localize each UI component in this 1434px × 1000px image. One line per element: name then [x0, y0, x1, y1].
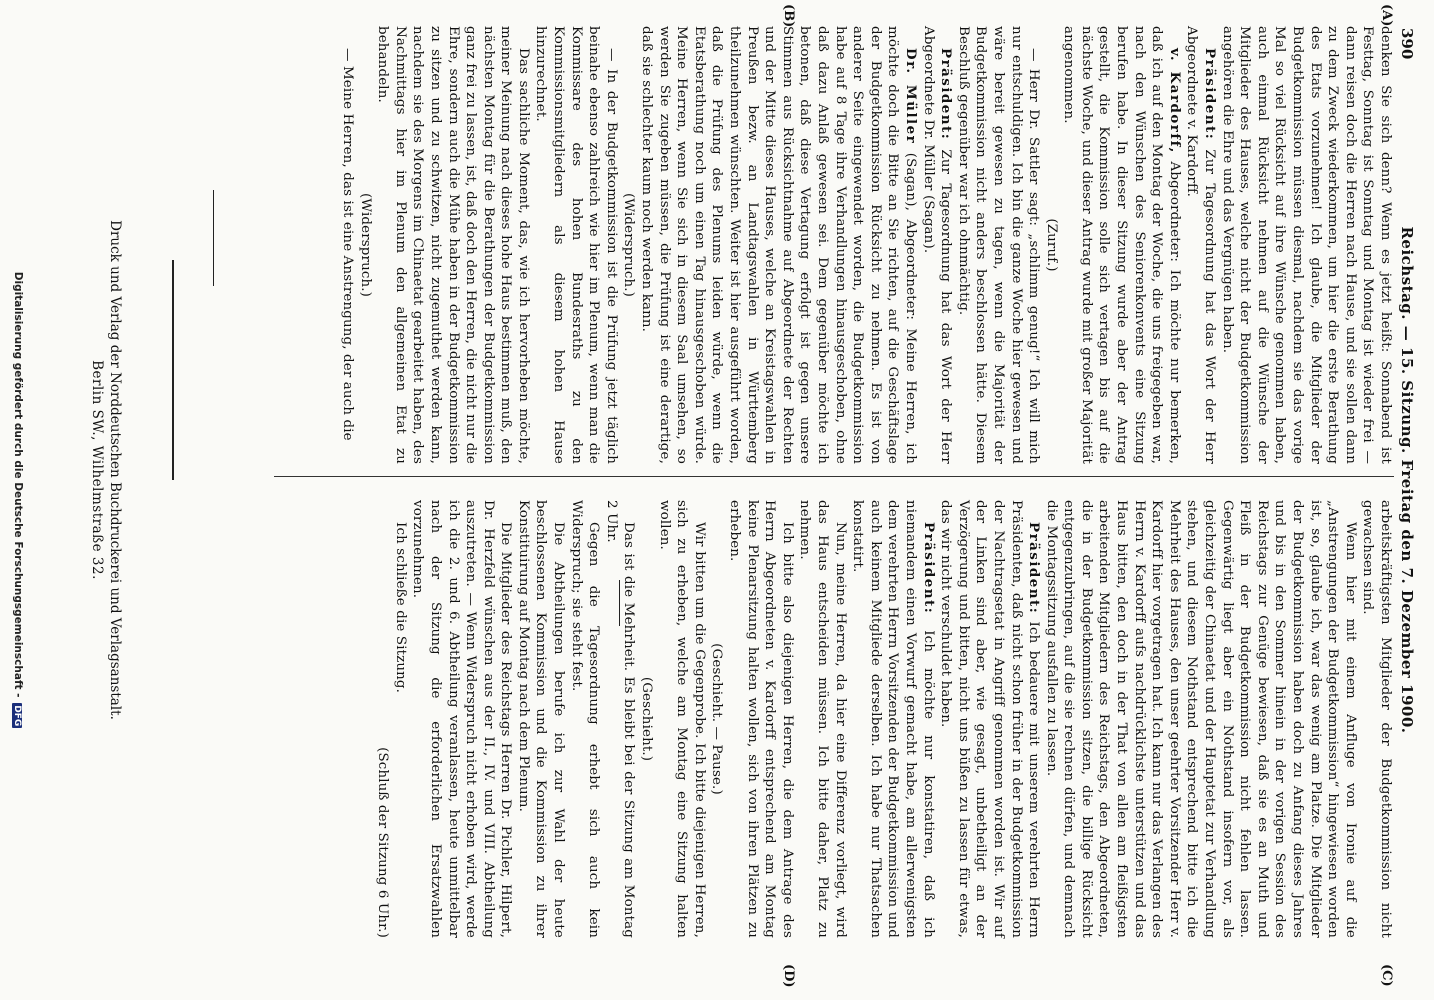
margin-mark-c: (C) [1379, 964, 1394, 987]
left-column [338, 26, 1394, 464]
right-paragraph [849, 500, 937, 938]
paragraph-text: Nun, meine Herren, da hier eine Differenz vorliegt, wird das Haus entscheiden müssen. Ich bitte daher, Platz zu nehmen. [797, 500, 848, 938]
right-paragraph [567, 500, 602, 938]
right-paragraph [708, 500, 726, 938]
paragraph-text: Zur Tagesordnung hat das Wort der Herr Abgeordnete v. Kardorff. [1184, 26, 1218, 464]
left-paragraph [1042, 26, 1060, 464]
left-paragraph [1218, 26, 1394, 464]
right-paragraph [409, 500, 515, 938]
paragraph-text: Das sachliche Moment, das, wie ich hervorheben möchte, meiner Meinung nach dieses hohe Haus bestimmen muß, den nächsten Montag für die Berathungen der Budgetkommission ganz frei zu lassen, ist, daß doch den Herren, die nicht nur die Ehre, sondern auch die Mühe haben in der Budgetkommission zu sitzen und zu schwitzen, nicht zugemuthet werden kann, nachdem sie des Morgens im Chinaetat gearbeitet haben, des Nachmittags hier im Plenum den allgemeinen Etat zu behandeln. [375, 26, 531, 464]
paragraph-text: (Widerspruch.) [357, 192, 373, 298]
paragraph-text: Ich bitte also diejenigen Herren, die dem Antrage des Herrn Abgeordneten v. Kardorff entsprechend am Montag keine Plenarsitzung halten wollen, sich von ihren Plätzen zu erheben. [727, 500, 795, 938]
paragraph-text: Das ist die Mehrheit. Es bleibt bei der Sitzung am Montag 2 Uhr. [603, 500, 637, 938]
right-paragraph [796, 500, 849, 938]
paragraph-text: arbeitskräftigsten Mitglieder der Budgetkommission nicht gewachsen sind. [1360, 500, 1393, 938]
margin-mark-d: (D) [781, 964, 796, 988]
page-title: Reichstag. — 15. Sitzung. Freitag den 7. Dezember 1900. [1398, 226, 1416, 734]
imprint-line-2: Berlin SW., Wilhelmstraße 32. [89, 360, 105, 580]
paragraph-text: Ich bedauere mit unserem verehrten Herrn Präsidenten, daß nicht schon früher in der Budgetkommission der Nachtragsetat in Angriff genommen worden ist. Wir auf der Linken sind aber, wie gesagt, unbetheiligt an der Verzögerung und bitten, nicht uns büßen zu lassen für etwas, das wir nicht verschuldet haben. [938, 500, 1042, 938]
speaker-name: Dr. Müller [902, 48, 919, 145]
left-paragraph [338, 26, 356, 464]
right-paragraph [1359, 500, 1394, 938]
page-number: 390 [1398, 28, 1416, 60]
credit-text: Digitalisierung gefördert durch die Deutsche Forschungsgemeinschaft - [12, 271, 24, 698]
right-column [374, 500, 1394, 938]
left-paragraph [620, 26, 638, 464]
left-paragraph [637, 26, 919, 464]
imprint [88, 0, 124, 940]
right-paragraph [602, 500, 637, 938]
paragraph-text: Gegen die Tagesordnung erhebt sich auch kein Widerspruch; sie steht fest. [568, 500, 602, 938]
paragraph-text: (Geschieht.) [639, 676, 655, 762]
paragraph-text: Wir bitten um die Gegenprobe. Ich bitte diejenigen Herren, sich zu erheben, welche am Montag eine Sitzung halten wollen. [656, 500, 707, 938]
paragraph-text: Die Abtheilungen berufe ich zur Wahl der heute beschlossenen Kommission und die Kommission zu ihrer Konstituirung auf Montag nach dem Plenum. [515, 500, 567, 938]
speaker-name: v. Kardorff, [1166, 48, 1183, 154]
speaker-name: Präsident: [938, 48, 955, 141]
margin-mark-a: (A) [1379, 4, 1394, 27]
right-paragraph [374, 500, 392, 938]
imprint-line-1: Druck und Verlag der Norddeutschen Buchdruckerei und Verlagsanstalt. [107, 220, 123, 720]
paragraph-text: Zur Tagesordnung hat das Wort der Herr Abgeordnete Dr. Müller (Sagan). [920, 26, 954, 464]
right-paragraph [637, 500, 655, 938]
right-paragraph [1042, 500, 1359, 938]
left-paragraph [532, 26, 620, 464]
column-divider [274, 476, 1394, 477]
section-end-rule-left [213, 190, 214, 286]
digitization-credit [12, 10, 24, 990]
paragraph-text: — Herr Dr. Sattler sagt: „schlimm genug!“ Ich will mich nur entschuldigen. Ich bin die ganze Woche hier gewesen und wäre bereit gewesen zu tagen, wenn die Majorität der Budgetkommission nicht anders beschlossen hätte. Diesem Beschluß gegenüber war ich ohnmächtig. [955, 26, 1042, 464]
paragraph-text: Die Mitglieder des Reichstags Herren Dr. Pichler, Hilpert, Dr. Herzfeld wünschen aus der II., IV. und VIII. Abtheilung auszutreten. — Wenn Widerspruch nicht erhoben wird, werde ich die 2. und 6. Abtheilung veranlassen, heute unmittelbar nach der Sitzung die erforderlichen Ersatzwahlen vorzunehmen. [410, 500, 514, 938]
paragraph-text: denken Sie sich denn? Wenn es jetzt heißt: Sonnabend ist Festtag, Sonntag ist Sonntag und Montag ist wieder frei — dann reisen doch die Herren nach Hause, und sie sollen dann zu dem Zweck wiederkommen, um hier die erste Berathung des Etats vorzunehmen! Ich glaube, die Mitglieder der Budgetkommission müssen diesmal, nachdem sie das vorige Mal so viel Rücksicht auf ihre Wünsche genommen haben, auch einmal Rücksicht nehmen auf die Wünsche der Mitglieder des Hauses, welche nicht der Budgetkommission angehören die Ehre und das Vergnügen haben. [1219, 26, 1393, 464]
left-paragraph [1060, 26, 1183, 464]
paragraph-text: Ich schließe die Sitzung. [392, 522, 408, 694]
speaker-name: Präsident: [920, 522, 937, 615]
left-paragraph [954, 26, 1042, 464]
imprint-rule [172, 260, 174, 480]
speaker-name: Präsident: [1026, 522, 1043, 615]
margin-mark-b: (B) [781, 4, 796, 28]
speaker-name: Präsident: [1202, 48, 1219, 141]
section-end-rule-right [619, 580, 620, 626]
paragraph-text: Abgeordneter: Ich möchte nur bemerken, daß ich auf den Montag der Woche, die uns freigegeben war, nach den Wünschen des Seniorenkonvents eine Sitzung berufen habe. In dieser Sitzung wurde aber der Antrag gestellt, die Kommission solle sich vertagen bis auf die nächste Woche, und dieser Antrag wurde mit großer Majorität angenommen. [1061, 26, 1182, 464]
right-paragraph [937, 500, 1043, 938]
page-header [1394, 20, 1416, 940]
paragraph-text: — Meine Herren, das ist eine Anstrengung, der auch die [339, 48, 355, 441]
right-paragraph [514, 500, 567, 938]
right-paragraph [725, 500, 795, 938]
left-paragraph [356, 26, 374, 464]
left-paragraph [374, 26, 532, 464]
paragraph-text: Ich möchte nur konstatiren, daß ich niemandem einen Vorwurf gemacht habe, am allerwenigsten dem verehrten Herrn Vorsitzenden der Budgetkommission und auch keinem Mitgliede derselben. Ich habe nur Thatsachen konstatirt. [850, 500, 936, 938]
right-paragraph [655, 500, 708, 938]
right-paragraph [391, 500, 409, 938]
left-paragraph [1183, 26, 1218, 464]
paragraph-text: (Widerspruch.) [621, 192, 637, 298]
paragraph-text: (Schluß der Sitzung 6 Uhr.) [375, 747, 391, 938]
paragraph-text: (Geschieht. — Pause.) [709, 643, 725, 795]
dfg-logo: DFG [12, 705, 22, 727]
left-paragraph [919, 26, 954, 464]
paragraph-text: (Sagan), Abgeordneter: Meine Herren, ich möchte doch die Bitte an Sie richten, auf die Geschäftslage der Budgetkommission Rücksicht zu nehmen. Es ist von anderer Seite eingewendet worden, die Budgetkommission habe auf 8 Tage ihre Verhandlungen hinausgeschoben, ohne daß dazu Anlaß gewesen sei. Dem gegenüber möchte ich betonen, daß diese Vertagung erfolgt ist gegen unsere Stimmen aus Rücksichtnahme auf Abgeordnete der Rechten und der Mitte dieses Hauses, welche an Kreistagswahlen in Preußen bezw. an Landtagswahlen in Württemberg theilzunehmen wünschten. Weiter ist hier ausgeführt worden, daß die Prüfung des Plenums leiden würde, wenn die Etatsberathung noch um einen Tag hinausgeschoben würde. Meine Herren, wenn Sie sich in diesem Saal umsehen, so werden Sie zugeben müssen, die Prüfung ist eine derartige, daß sie schlechter kaum noch werden kann. [639, 26, 918, 464]
paragraph-text: (Zuruf.) [1043, 218, 1059, 272]
paragraph-text: Wenn hier mit einem Anfluge von Ironie auf die „Anstrengungen der Budgetkommission“ hingewiesen worden ist, so, glaube ich, war das wenig am Platze. Die Mitglieder der Budgetkommission haben doch zu Anfang dieses Jahres und bis in den Sommer hinein in der vorigen Session des Reichstags zur Genüge bewiesen, daß sie es an Muth und Fleiß in der Budgetkommission nicht fehlen lassen. Gegenwärtig liegt aber ein Nothstand insofern vor, als gleichzeitig der Chinaetat und der Hauptetat zur Verhandlung stehen, und diesem Nothstand entsprechend bitte ich die Mehrheit des Hauses, den unser geehrter Vorsitzender Herr v. Kardorff hier vorgetragen hat. Ich kann nur das Verlangen des Herrn v. Kardorff aufs nachdrücklichste unterstützen und das Haus bitten, den doch in der That von allen am fleißigsten arbeitenden Mitgliedern des Reichstags, den Abgeordneten, die in der Budgetkommission sitzen, die billige Rücksicht entgegenzubringen, auf die sie rechnen dürfen, und demnach die Montagssitzung ausfallen zu lassen. [1043, 500, 1358, 938]
paragraph-text: — In der Budgetkommission ist die Prüfung jetzt täglich beinahe ebenso zahlreich wie hier im Plenum, wenn man die Kommissare des hohen Bundesraths zu den Kommissionsmitgliedern als diesem hohen Hause hinzurechnet. [533, 26, 619, 464]
